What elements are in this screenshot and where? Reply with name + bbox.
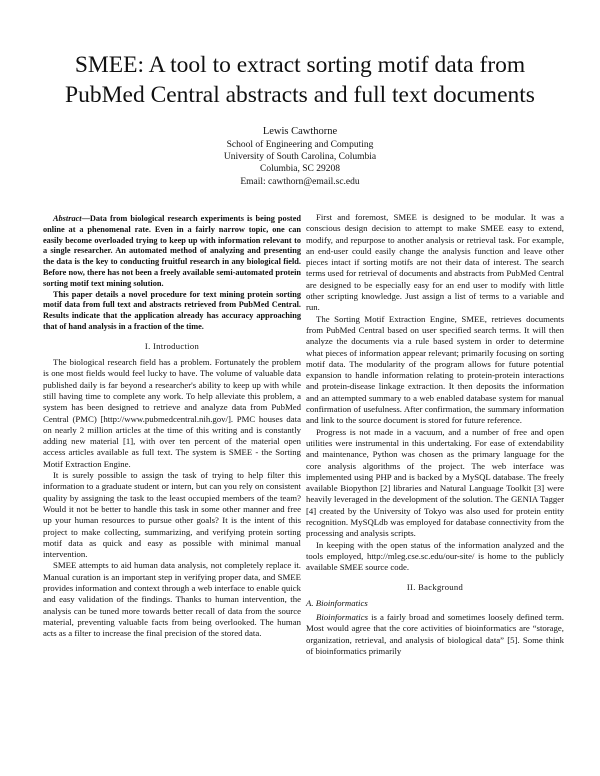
intro-paragraph: First and foremost, SMEE is designed to be modular. It was a conscious design decision to attempt to make SMEE easy to extend, modify, and repurpose to another analysis or retrieval task. For example, an end-user could easily change the analysis function and leave other pieces intact if sorting motifs are not their data of interest. The search terms used for retrieval of documents and abstracts from PubMed Central are designed to be especially easy for an end user to modify with little other scripting knowledge. Just assign a list of terms to a variable and run.: [306, 212, 564, 313]
subsection-heading-bioinformatics: A. Bioinformatics: [306, 597, 368, 608]
section-heading-introduction: I. Introduction: [144, 340, 200, 351]
abstract-label: Abstract: [53, 214, 82, 223]
author-name: Lewis Cawthorne: [262, 126, 338, 137]
author-email: Email: cawthorn@email.sc.edu: [240, 176, 360, 187]
abstract-text: Data from biological research experiments is being posted online at a phenomenal rate. Even in a fairly narrow topic, one can easily become overloaded trying to keep up with information relevant to a single researcher. An automated method of analyzing and presenting the data is the key to conducting fruitful research in any biological field. Before now, there has not been a freely available semi-automated protein sorting motif text mining solution.: [43, 214, 301, 288]
author-university: University of South Carolina, Columbia: [223, 152, 377, 163]
left-column: [43, 214, 301, 639]
author-address: Columbia, SC 29208: [260, 164, 340, 175]
abstract-dash: —: [81, 214, 90, 223]
right-column: [306, 212, 564, 657]
intro-paragraph: It is surely possible to assign the task of trying to help filter this information to a graduate student or intern, but can you rely on consistent quality by assigning the task to the least occupied members of the team? Would it not be better to handle this task in some other manner and free up your human resources to pursue other goals? It is the intent of this project to make collecting, summarizing, and verifying protein sorting motif data as quick and easy as possible with minimal manual intervention.: [43, 470, 301, 560]
background-paragraph: [306, 612, 564, 657]
intro-paragraph: SMEE attempts to aid human data analysis, not completely replace it. Manual curation is an important step in verifying proper data, and SMEE provides information and context through a web interface to enable quick and easy validation of the findings. Thanks to human intervention, the analysis can be tuned more towards better recall of data from the source material, preventing valuable facts from being overlooked. The human acts as a filter to increase the final precision of the stored data.: [43, 560, 301, 639]
intro-paragraph: Progress is not made in a vacuum, and a number of free and open utilities were instrumental in this undertaking. For ease of extendability and maintenance, Python was chosen as the primary language for the core analysis algorithms of the project. The web interface was implemented using PHP and is backed by a MySQL database. The freely available Biopython [2] libraries and Natural Language Toolkit [3] were heavily leveraged in the development of the solution. The GENIA Tagger [4] created by the University of Tokyo was also used for protein entity recognition. MySQLdb was employed for database connectivity from the processing and analysis scripts.: [306, 426, 564, 539]
background-text: is a fairly broad and sometimes loosely defined term. Most would agree that the core activities of bioinformatics are “storage, organization, retrieval, and analysis of biological data” [5]. Some think of bioinformatics primarily: [306, 612, 564, 656]
author-affiliation: School of Engineering and Computing: [226, 140, 374, 150]
intro-paragraph: The Sorting Motif Extraction Engine, SMEE, retrieves documents from PubMed Central based on user specified search terms. It will then analyze the documents via a rule based system in order to determine what pieces of information appear relevant; primarily focusing on sorting motif data. The modularity of the program allows for future potential expansion to handle information relating to protein-protein interactions and protein-disease linkage extraction. It then deposits the information and an attempted summary to a web enabled database system for manual confirmation of usefulness. After confirmation, the summary information and link to the source document is stored for future reference.: [306, 313, 564, 426]
author-block: [150, 124, 450, 188]
intro-paragraph: In keeping with the open status of the information analyzed and the tools employed, http://mleg.cse.sc.edu/our-site/ is home to the publicly available SMEE source code.: [306, 539, 564, 573]
abstract-paragraph-2: This paper details a novel procedure for text mining protein sorting motif data from full text and abstracts retrieved from PubMed Central. Results indicate that the application already has accuracy approaching that of hand analysis in a fraction of the time.: [43, 289, 301, 331]
abstract-paragraph: [43, 214, 301, 290]
intro-paragraph: The biological research field has a problem. Fortunately the problem is one most fields would feel lucky to have. The volume of valuable data published daily is far beyond a researcher's ability to keep up with while still having time to complete any work. To help alleviate this problem, a system has been designed to retrieve and analyze data from PubMed Central (PMC) [http://www.pubmedcentral.nih.gov/]. PMC houses data on nearly 2 million articles at the time of this writing and is constantly adding new material [1], with over ten percent of the material open access articles available as full text. The system is SMEE - the Sorting Motif Extraction Engine.: [43, 357, 301, 469]
paper-title: SMEE: A tool to extract sorting motif data from PubMed Central abstracts and full text documents: [65, 52, 535, 108]
bioinformatics-term: Bioinformatics: [316, 612, 369, 623]
section-heading-background: II. Background: [406, 581, 464, 592]
